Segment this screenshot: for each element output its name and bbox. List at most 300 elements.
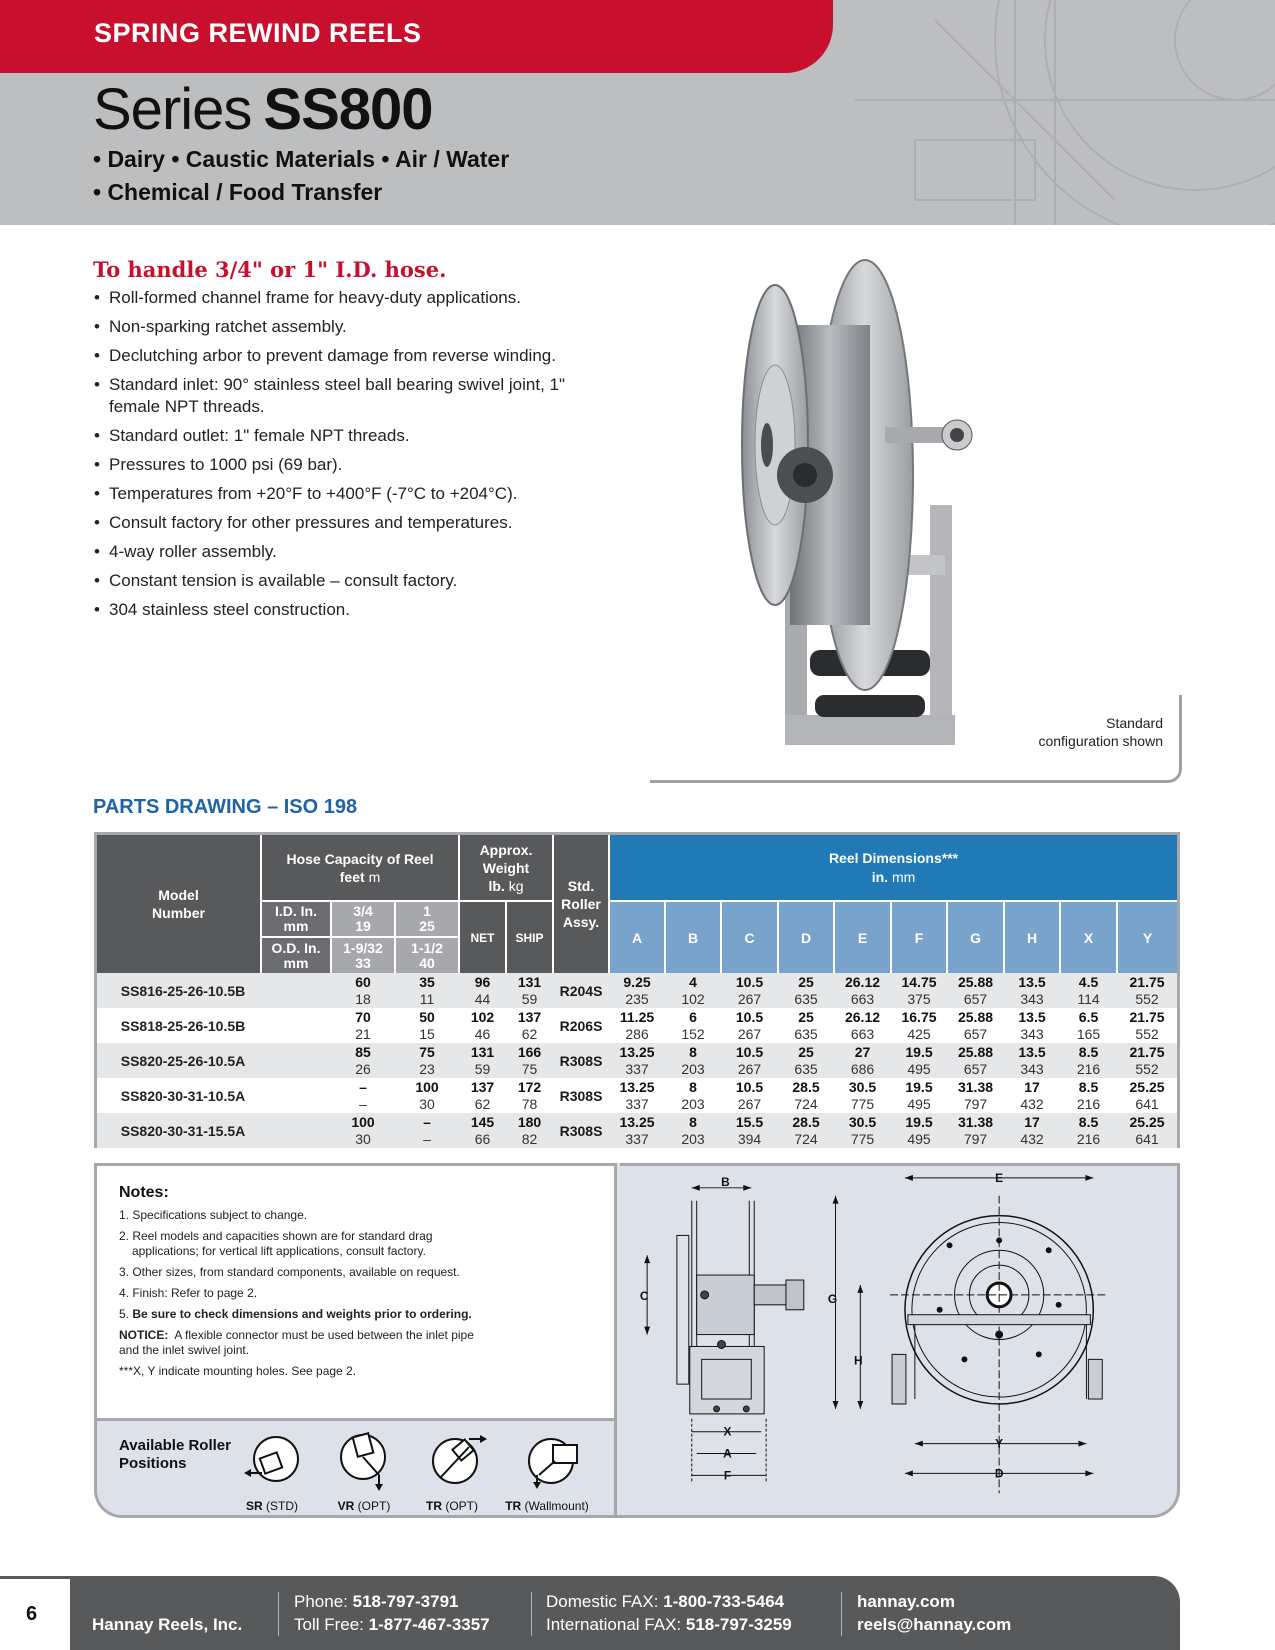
dim-g: [947, 1043, 1004, 1078]
dim-g-in: 25.88: [957, 1009, 994, 1025]
note-item: 4. Finish: Refer to page 2.: [119, 1286, 258, 1300]
dim-e: [834, 1078, 891, 1113]
weight-net-metric: 62: [474, 1096, 491, 1112]
weight-ship: [506, 1043, 553, 1078]
applications-line-2: • Chemical / Food Transfer: [93, 179, 383, 205]
dim-a-metric: 286: [625, 1026, 649, 1042]
empty-cell: [261, 1113, 331, 1148]
dim-label-y: Y: [995, 1436, 1004, 1451]
dim-x: [1060, 1008, 1117, 1043]
dim-y: [1117, 1078, 1177, 1113]
weight-net-in: 145: [470, 1114, 495, 1130]
capacity-1-metric: 11: [419, 991, 435, 1007]
dim-b-metric: 102: [681, 991, 705, 1007]
capacity-1: [395, 1113, 459, 1148]
dim-h: [1004, 1008, 1060, 1043]
dim-b-metric: 152: [681, 1026, 705, 1042]
model-header-line-2: Number: [152, 905, 205, 921]
weight-line-1: Approx.: [479, 841, 533, 858]
roller-vr-icon: [337, 1429, 397, 1493]
footer-divider: [278, 1592, 279, 1636]
note-5-number: 5.: [119, 1307, 130, 1321]
dim-c-in: 10.5: [735, 1044, 764, 1060]
dim-y-metric: 552: [1135, 1061, 1159, 1077]
notice-line-1: A flexible connector must be used between the inlet pipe: [174, 1328, 474, 1342]
spec-table-body: [97, 973, 1177, 1148]
ship-header: SHIP: [506, 901, 553, 973]
photo-caption: [1038, 714, 1163, 750]
dim-g-in: 31.38: [957, 1114, 994, 1130]
notes-and-drawing: [94, 1163, 1180, 1518]
od-label: [261, 937, 331, 973]
weight-net-in: 102: [470, 1009, 495, 1025]
capacity-1: [395, 1008, 459, 1043]
id-label: [261, 901, 331, 937]
roller-assembly: R204S: [553, 973, 609, 1008]
dim-f: [891, 973, 947, 1008]
dim-f-metric: 425: [907, 1026, 931, 1042]
weight-net-in: 137: [470, 1079, 495, 1095]
phone-number: 518-797-3791: [352, 1592, 459, 1611]
dim-y-metric: 641: [1135, 1096, 1159, 1112]
email-link[interactable]: reels@hannay.com: [857, 1615, 1012, 1634]
dim-y-in: 25.25: [1129, 1079, 1165, 1095]
dimensions-line-1: Reel Dimensions***: [828, 849, 959, 866]
notice-line-2: and the inlet swivel joint.: [119, 1343, 250, 1357]
dim-a-in: 13.25: [619, 1079, 655, 1095]
dim-b: [665, 1043, 721, 1078]
dim-a-metric: 235: [625, 991, 649, 1007]
table-row: [97, 973, 1177, 1008]
dim-y-metric: 552: [1135, 991, 1159, 1007]
dim-y: [1117, 1008, 1177, 1043]
dim-y-in: 21.75: [1129, 974, 1165, 990]
dim-header-d: D: [778, 901, 834, 973]
dim-b-in: 8: [689, 1044, 697, 1060]
roller-assembly: R308S: [553, 1043, 609, 1078]
dim-e-in: 27: [854, 1044, 871, 1060]
dim-f-metric: 495: [907, 1096, 931, 1112]
weight-ship-metric: 62: [521, 1026, 538, 1042]
roller-positions-title-line-1: Available Roller: [119, 1437, 231, 1454]
dim-label-f: F: [723, 1468, 732, 1483]
dim-g: [947, 973, 1004, 1008]
capacity-34: [331, 1078, 395, 1113]
feature-item: • Roll-formed channel frame for heavy-duty applications.: [93, 287, 583, 309]
dim-d-in: 25: [798, 1044, 814, 1060]
dim-g-metric: 797: [963, 1096, 988, 1112]
feature-item: • 304 stainless steel construction.: [93, 599, 583, 621]
applications: [93, 143, 509, 209]
dim-g-metric: 657: [963, 1061, 988, 1077]
roller-vr-code: VR: [337, 1499, 355, 1513]
dim-b-in: 8: [689, 1114, 697, 1130]
roller-assembly: R206S: [553, 1008, 609, 1043]
weight-net: [459, 973, 506, 1008]
feature-item: • Pressures to 1000 psi (69 bar).: [93, 454, 583, 476]
dim-label-h: H: [854, 1353, 863, 1368]
capacity-34-metric: 26: [355, 1061, 371, 1077]
dim-h-in: 13.5: [1018, 974, 1046, 990]
roller-tr-note: (OPT): [445, 1499, 478, 1513]
model-number: SS820-30-31-10.5A: [97, 1078, 261, 1113]
dim-c-in: 15.5: [735, 1114, 764, 1130]
dim-g-in: 31.38: [957, 1079, 994, 1095]
mounting-note: ***X, Y indicate mounting holes. See page 2.: [119, 1364, 357, 1378]
weight-net: [459, 1078, 506, 1113]
dim-b: [665, 1113, 721, 1148]
dim-f-metric: 495: [907, 1061, 931, 1077]
roller-positions-title: [119, 1437, 231, 1473]
weight-ship-metric: 82: [521, 1131, 538, 1147]
dim-h-in: 13.5: [1018, 1044, 1046, 1060]
weight-net-metric: 46: [474, 1026, 491, 1042]
dim-y-metric: 641: [1135, 1131, 1159, 1147]
notice: [119, 1328, 614, 1358]
hose-reel-photo: [735, 255, 1035, 760]
dim-d-metric: 635: [794, 991, 818, 1007]
category-tab: [0, 0, 833, 73]
dim-h-metric: 343: [1020, 991, 1044, 1007]
dim-e-metric: 775: [850, 1131, 875, 1147]
dim-a-in: 13.25: [619, 1114, 655, 1130]
roller-trw-note: (Wallmount): [524, 1499, 589, 1513]
dim-label-d: D: [994, 1466, 1004, 1481]
od-label-text: O.D. In.: [271, 939, 321, 956]
dim-e-in: 30.5: [848, 1079, 877, 1095]
roller-assembly: R308S: [553, 1113, 609, 1148]
footer-company: Hannay Reels, Inc.: [92, 1615, 243, 1634]
capacity-34-in: 85: [355, 1044, 371, 1060]
dim-label-a: A: [723, 1446, 732, 1461]
dim-e-in: 30.5: [848, 1114, 877, 1130]
dim-header-g: G: [947, 901, 1004, 973]
dim-x-in: 8.5: [1078, 1079, 1099, 1095]
capacity-34-metric: 30: [355, 1131, 371, 1147]
reel-dimensions-header: [609, 835, 1177, 901]
applications-line-1: • Dairy • Caustic Materials • Air / Water: [93, 146, 510, 172]
capacity-1-metric: –: [423, 1131, 431, 1147]
id-34-mm: 19: [355, 918, 371, 934]
hose-capacity-line-2: feet: [339, 868, 365, 885]
dim-a-in: 11.25: [619, 1009, 655, 1025]
dim-label-b: B: [721, 1174, 730, 1189]
weight-ship-in: 131: [517, 974, 542, 990]
capacity-34-in: 100: [351, 1114, 375, 1130]
capacity-1-metric: 23: [419, 1061, 435, 1077]
id-1: [395, 901, 459, 937]
website-link[interactable]: hannay.com: [857, 1592, 955, 1611]
weight-ship-in: 180: [517, 1114, 542, 1130]
dim-h: [1004, 1078, 1060, 1113]
notes-list: [119, 1208, 614, 1322]
dim-d-in: 25: [798, 1009, 814, 1025]
hose-capacity-unit: m: [368, 868, 381, 885]
od-unit: mm: [283, 954, 309, 971]
dim-e-metric: 663: [850, 991, 875, 1007]
dim-x-metric: 216: [1076, 1096, 1101, 1112]
dim-f-in: 19.5: [905, 1044, 933, 1060]
id-unit: mm: [283, 918, 309, 934]
capacity-34: [331, 973, 395, 1008]
net-header: NET: [459, 901, 506, 973]
capacity-34-in: –: [359, 1079, 367, 1095]
capacity-1: [395, 1043, 459, 1078]
dim-b: [665, 1008, 721, 1043]
caption-line-1: Standard: [1106, 715, 1163, 731]
capacity-1-in: 100: [415, 1079, 439, 1095]
dim-h-metric: 432: [1020, 1096, 1044, 1112]
series-word: Series: [93, 77, 252, 142]
dim-x-in: 8.5: [1078, 1044, 1099, 1060]
note-5-text: Be sure to check dimensions and weights prior to ordering.: [132, 1307, 472, 1321]
roller-line-2: Roller: [561, 896, 601, 912]
capacity-34-in: 70: [355, 1009, 371, 1025]
dim-c: [721, 1078, 778, 1113]
dim-h-metric: 343: [1020, 1026, 1044, 1042]
dim-a-in: 9.25: [623, 974, 651, 990]
capacity-34-in: 60: [355, 974, 371, 990]
dim-d-in: 28.5: [792, 1114, 820, 1130]
roller-sr-icon: [242, 1433, 302, 1491]
dim-f-in: 19.5: [905, 1114, 933, 1130]
dim-f-in: 19.5: [905, 1079, 933, 1095]
roller-line-3: Assy.: [562, 914, 600, 930]
intro-title: To handle 3/4" or 1" I.D. hose.: [93, 257, 447, 282]
od-1: [395, 937, 459, 973]
page-number-box: [0, 1576, 70, 1650]
dim-d-metric: 724: [794, 1131, 818, 1147]
weight-net: [459, 1008, 506, 1043]
footer-divider: [531, 1592, 532, 1636]
spec-table-wrapper: [94, 832, 1180, 1148]
weight-net-in: 131: [470, 1044, 495, 1060]
dim-x: [1060, 1043, 1117, 1078]
dim-a: [609, 1043, 665, 1078]
weight-ship-metric: 59: [521, 991, 538, 1007]
feature-item: • Constant tension is available – consult factory.: [93, 570, 583, 592]
dim-c-metric: 267: [737, 1061, 762, 1077]
dim-d: [778, 1008, 834, 1043]
footer-web: [857, 1590, 1011, 1636]
dim-y-in: 25.25: [1129, 1114, 1165, 1130]
dim-c: [721, 1008, 778, 1043]
capacity-1-in: 35: [419, 974, 435, 990]
dim-d: [778, 1043, 834, 1078]
dim-e-in: 26.12: [844, 1009, 881, 1025]
weight-ship-in: 172: [517, 1079, 542, 1095]
id-1-mm: 25: [419, 918, 435, 934]
dim-b-in: 6: [689, 1009, 697, 1025]
dim-h-in: 13.5: [1018, 1009, 1046, 1025]
dim-d: [778, 973, 834, 1008]
series-title: [93, 76, 433, 143]
feature-item: • 4-way roller assembly.: [93, 541, 583, 563]
capacity-1-in: 50: [419, 1009, 435, 1025]
weight-ship-in: 166: [517, 1044, 542, 1060]
capacity-34-metric: 18: [355, 991, 371, 1007]
capacity-34-metric: 21: [355, 1026, 371, 1042]
dim-f-in: 14.75: [901, 974, 937, 990]
dim-a: [609, 1113, 665, 1148]
roller-positions-title-line-2: Positions: [119, 1455, 187, 1472]
empty-cell: [261, 1078, 331, 1113]
dim-d-in: 25: [798, 974, 814, 990]
weight-net-in: 96: [474, 974, 491, 990]
dim-d-metric: 724: [794, 1096, 818, 1112]
dim-b: [665, 973, 721, 1008]
dim-e: [834, 1008, 891, 1043]
dim-d-metric: 635: [794, 1026, 818, 1042]
weight-net-metric: 59: [474, 1061, 491, 1077]
caption-line-2: configuration shown: [1038, 733, 1163, 749]
dim-a-metric: 337: [625, 1061, 649, 1077]
phone-label: Phone:: [294, 1592, 348, 1611]
roller-sr-note: (STD): [266, 1499, 298, 1513]
notice-label: NOTICE:: [119, 1328, 169, 1342]
dim-b-in: 8: [689, 1079, 697, 1095]
dim-e-metric: 686: [850, 1061, 875, 1077]
feature-item: • Non-sparking ratchet assembly.: [93, 316, 583, 338]
note-2-line-2: applications; for vertical lift applications, consult factory.: [132, 1244, 426, 1258]
capacity-1-in: 75: [419, 1044, 435, 1060]
capacity-34: [331, 1008, 395, 1043]
dim-header-e: E: [834, 901, 891, 973]
capacity-34: [331, 1113, 395, 1148]
roller-tr-wallmount-icon: [525, 1431, 589, 1493]
dim-h: [1004, 973, 1060, 1008]
weight-net-metric: 66: [474, 1131, 491, 1147]
dim-d-metric: 635: [794, 1061, 818, 1077]
dim-x: [1060, 1113, 1117, 1148]
dim-x-metric: 216: [1076, 1061, 1101, 1077]
dim-b-metric: 203: [681, 1096, 705, 1112]
feature-item: • Standard inlet: 90° stainless steel ball bearing swivel joint, 1" female NPT threads.: [93, 374, 583, 418]
roller-tr-wallmount-label: [497, 1499, 597, 1513]
international-fax-number: 518-797-3259: [685, 1615, 792, 1634]
dim-header-c: C: [721, 901, 778, 973]
dim-header-h: H: [1004, 901, 1060, 973]
od-1-in: 1-1/2: [411, 939, 443, 956]
dim-h-metric: 343: [1020, 1061, 1044, 1077]
dim-e-metric: 663: [850, 1026, 875, 1042]
dim-x-in: 8.5: [1078, 1114, 1099, 1130]
note-item: [119, 1229, 614, 1259]
feature-item: • Temperatures from +20°F to +400°F (-7°C to +204°C).: [93, 483, 583, 505]
dim-g: [947, 1113, 1004, 1148]
id-1-in: 1: [423, 903, 431, 919]
roller-sr-code: SR: [245, 1499, 263, 1513]
notes-panel: [97, 1163, 617, 1418]
table-row: [97, 1113, 1177, 1148]
dim-e-in: 26.12: [844, 974, 881, 990]
dim-a: [609, 1078, 665, 1113]
weight-net: [459, 1113, 506, 1148]
model-number: SS818-25-26-10.5B: [97, 1008, 261, 1043]
feature-list: [93, 287, 583, 628]
feature-item: • Declutching arbor to prevent damage from reverse winding.: [93, 345, 583, 367]
dim-x-metric: 114: [1077, 991, 1100, 1007]
dim-d: [778, 1113, 834, 1148]
roller-trw-code: TR: [505, 1499, 522, 1513]
model-number: SS820-25-26-10.5A: [97, 1043, 261, 1078]
page-number: 6: [26, 1603, 38, 1625]
dim-g-metric: 657: [963, 991, 988, 1007]
dim-y: [1117, 1043, 1177, 1078]
dim-c-metric: 267: [737, 991, 762, 1007]
dim-h-in: 17: [1024, 1079, 1040, 1095]
capacity-1-in: –: [423, 1114, 431, 1130]
weight-ship-metric: 75: [521, 1061, 538, 1077]
reel-line-art: [855, 0, 1275, 225]
dim-d-in: 28.5: [792, 1079, 820, 1095]
series-code: SS800: [263, 77, 433, 142]
dim-header-f: F: [891, 901, 947, 973]
weight-ship: [506, 1078, 553, 1113]
dim-g: [947, 1078, 1004, 1113]
roller-vr-note: (OPT): [357, 1499, 391, 1513]
dim-f: [891, 1043, 947, 1078]
dim-f-in: 16.75: [901, 1009, 937, 1025]
tollfree-number: 1-877-467-3357: [368, 1615, 490, 1634]
dim-g: [947, 1008, 1004, 1043]
dim-c: [721, 1113, 778, 1148]
tollfree-label: Toll Free:: [294, 1615, 364, 1634]
weight-line-2: Weight: [482, 859, 530, 876]
dim-x-in: 6.5: [1078, 1009, 1099, 1025]
dim-b: [665, 1078, 721, 1113]
dim-y-in: 21.75: [1129, 1044, 1165, 1060]
id-label-text: I.D. In.: [275, 903, 317, 919]
model-number: SS820-30-31-15.5A: [97, 1113, 261, 1148]
capacity-34: [331, 1043, 395, 1078]
weight-unit: kg: [508, 877, 524, 894]
model-number: SS816-25-26-10.5B: [97, 973, 261, 1008]
category-label: SPRING REWIND REELS: [94, 18, 422, 48]
od-34-in: 1-9/32: [343, 939, 383, 956]
dim-f: [891, 1113, 947, 1148]
dim-h: [1004, 1113, 1060, 1148]
domestic-fax-label: Domestic FAX:: [546, 1592, 659, 1611]
dim-a: [609, 973, 665, 1008]
dimensions-unit: mm: [891, 868, 916, 885]
dim-g-in: 25.88: [957, 1044, 994, 1060]
roller-header: [553, 835, 609, 973]
dim-a-metric: 337: [625, 1131, 649, 1147]
dim-h-metric: 432: [1020, 1131, 1044, 1147]
footer-phones: [294, 1590, 490, 1636]
dim-f: [891, 1078, 947, 1113]
roller-assembly: R308S: [553, 1078, 609, 1113]
dim-c-in: 10.5: [735, 1009, 764, 1025]
roller-vr-label: [329, 1499, 399, 1513]
weight-ship: [506, 973, 553, 1008]
dim-c-in: 10.5: [735, 1079, 764, 1095]
dim-c-metric: 267: [737, 1096, 762, 1112]
note-2-line-1: 2. Reel models and capacities shown are for standard drag: [119, 1229, 433, 1243]
note-item: 3. Other sizes, from standard components, available on request.: [119, 1265, 460, 1279]
dim-x-in: 4.5: [1078, 974, 1099, 990]
parts-drawing: [620, 1163, 1177, 1518]
id-34-in: 3/4: [353, 903, 373, 919]
roller-tr-label: [417, 1499, 487, 1513]
od-1-mm: 40: [419, 954, 435, 971]
dim-label-g: G: [827, 1291, 838, 1306]
model-header-line-1: Model: [158, 887, 199, 903]
capacity-1-metric: 15: [419, 1026, 435, 1042]
note-item: [119, 1307, 614, 1322]
weight-ship: [506, 1113, 553, 1148]
